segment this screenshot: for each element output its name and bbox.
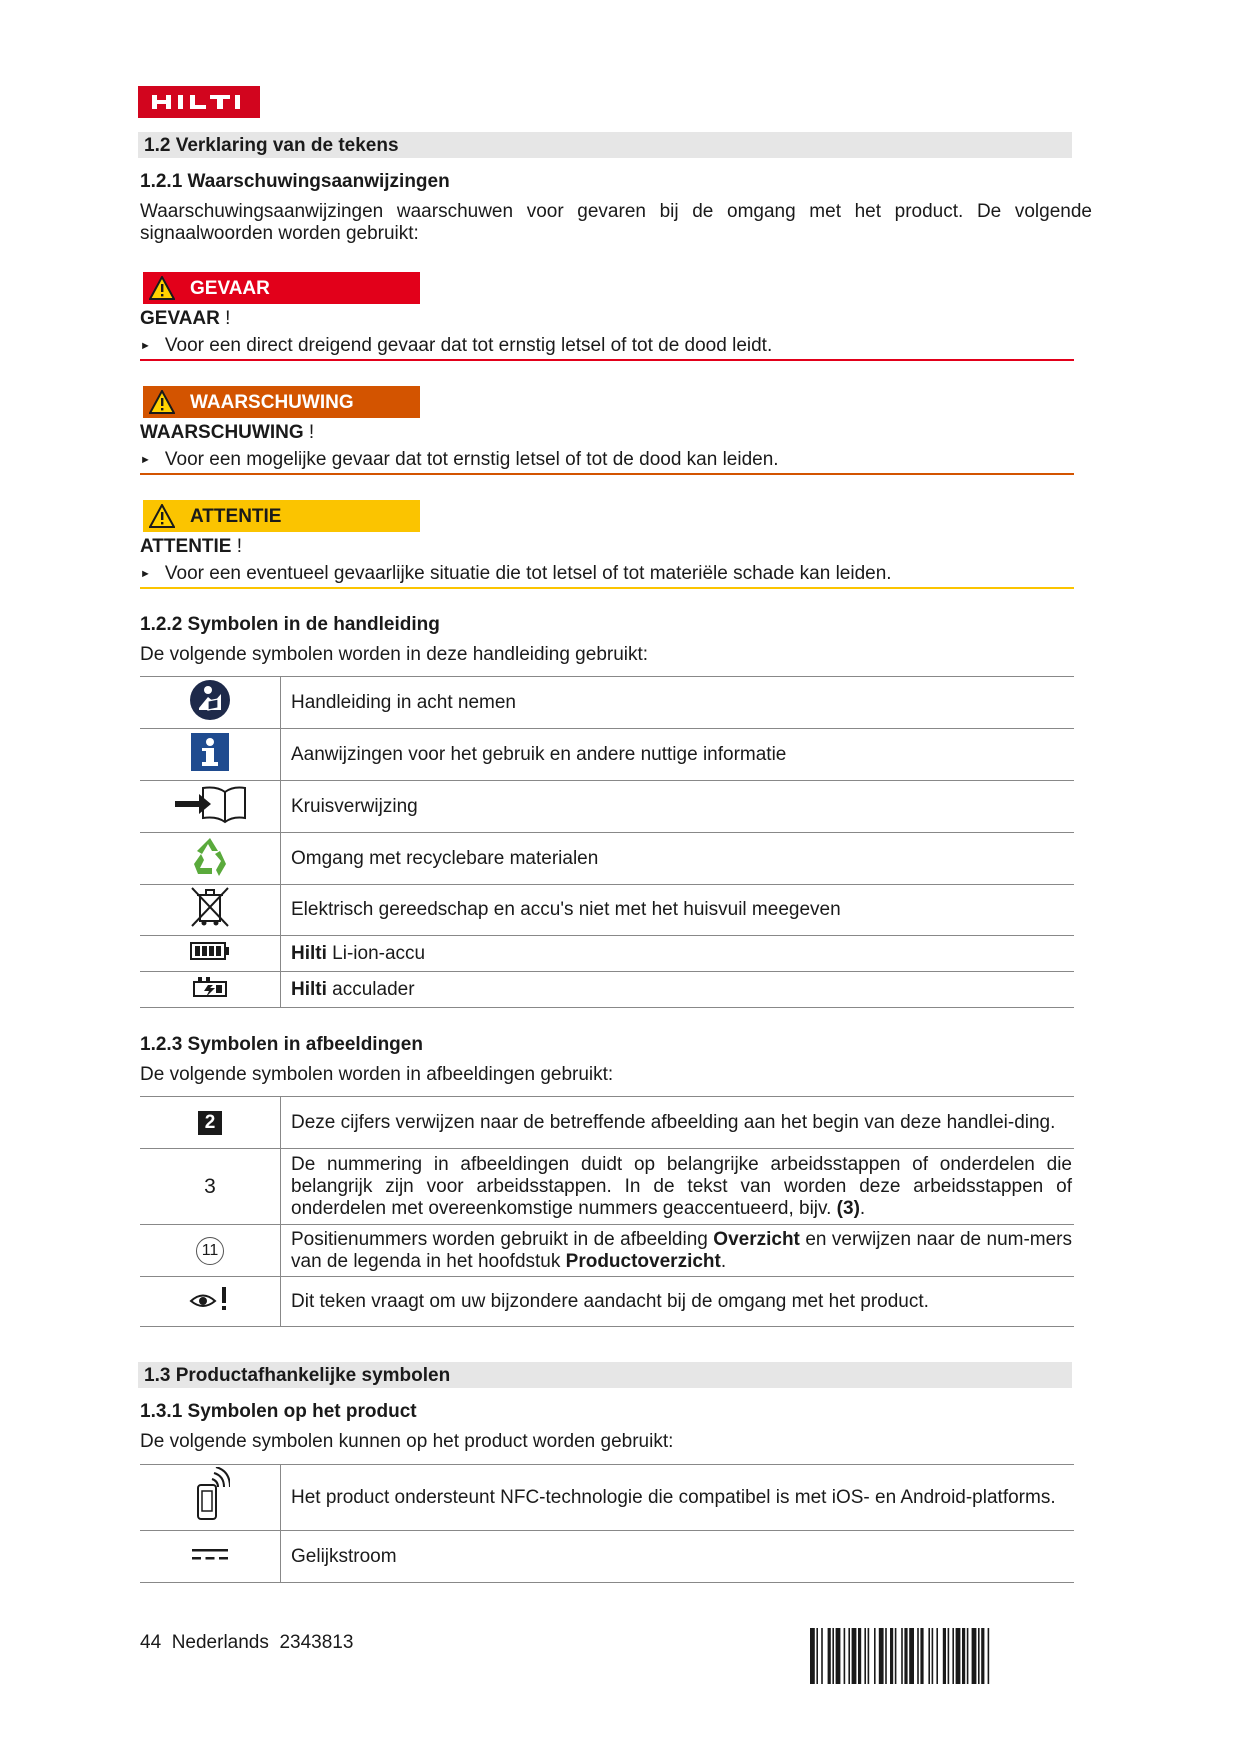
divider-warning [140,473,1074,475]
signal-word-caution: ATTENTIE ! [140,536,243,557]
subsection-title-1-3-1: 1.3.1 Symbolen op het product [140,1401,417,1422]
barcode-bar [864,1628,866,1684]
barcode-bar [962,1628,965,1684]
page-footer [140,1632,353,1654]
barcode-bar [904,1628,907,1684]
symbol-description: Positienummers worden gebruikt in de afbeelding Overzicht en verwijzen naar de num-mers van de legenda in het hoofdstuk Productoverzicht. [281,1225,1075,1277]
symbol-description: Deze cijfers verwijzen naar de betreffende afbeelding aan het begin van deze handlei-ding. [281,1097,1075,1149]
barcode-bar [844,1628,846,1684]
symbol-description: De nummering in afbeeldingen duidt op belangrijke arbeidsstappen of onderdelen die belangrijk zijn voor arbeidsstappen. In de tekst van worden deze arbeidsstappen of onderdelen met overeenkomstige nummers geaccentueerd, bijv. (3). [281,1149,1075,1225]
barcode-bar [917,1628,919,1684]
barcode-bar [909,1628,914,1684]
symbol-description: Dit teken vraagt om uw bijzondere aandacht bij de omgang met het product. [281,1277,1075,1327]
signal-word-warning: WAARSCHUWING ! [140,422,315,443]
table-row [140,936,1074,972]
table-row [140,1149,1074,1225]
barcode-bar [821,1628,823,1684]
section-heading-1-2: 1.2 Verklaring van de tekens [138,132,1072,158]
subsection-title-1-2-2: 1.2.2 Symbolen in de handleiding [140,614,440,635]
barcode-bar [936,1628,938,1684]
barcode-bar [852,1628,857,1684]
direct-current-icon [140,1531,281,1583]
symbol-description: Hilti acculader [281,972,1075,1008]
barcode-bar [832,1628,834,1684]
position-number-icon: 11 [140,1225,281,1277]
crossed-bin-icon [140,885,281,936]
read-manual-icon [140,677,281,729]
table-row [140,729,1074,781]
barcode-bar [858,1628,861,1684]
signal-description-danger: ► Voor een direct dreigend gevaar dat tot ernstig letsel of tot de dood leidt. [140,335,773,356]
symbol-description: Elektrisch gereedschap en accu's niet met het huisvuil meegeven [281,885,1075,936]
barcode-bar [836,1628,841,1684]
page-number: 44 [140,1632,162,1653]
divider-danger [140,359,1074,361]
product-symbols-intro: De volgende symbolen kunnen op het product worden gebruikt: [140,1431,674,1452]
barcode-bar [928,1628,930,1684]
symbol-description: Hilti Li-ion-accu [281,936,1075,972]
barcode-bar [981,1628,984,1684]
charger-icon [140,972,281,1008]
subsection-title-1-2-3: 1.2.3 Symbolen in afbeeldingen [140,1034,423,1055]
symbol-description: Aanwijzingen voor het gebruik en andere nuttige informatie [281,729,1075,781]
section-heading-1-3: 1.3 Productafhankelijke symbolen [138,1362,1072,1388]
barcode [810,1628,1072,1684]
step-number-icon: 3 [140,1149,281,1225]
attention-eye-icon [140,1277,281,1327]
barcode-bar [956,1628,961,1684]
barcode-bar [901,1628,903,1684]
product-symbols-table [140,1464,1074,1583]
barcode-bar [978,1628,980,1684]
battery-icon [140,936,281,972]
info-icon [140,729,281,781]
table-row [140,1465,1074,1531]
symbol-description: Handleiding in acht nemen [281,677,1075,729]
manual-symbols-table [140,676,1074,1008]
warnings-intro: Waarschuwingsaanwijzingen waarschuwen voor gevaren bij de omgang met het product. De volgende signaalwoorden worden gebruikt: [140,201,1092,244]
recycle-icon [140,833,281,885]
warning-triangle-icon [149,276,175,300]
table-row [140,781,1074,833]
divider-caution [140,587,1074,589]
symbol-description: Gelijkstroom [281,1531,1075,1583]
signal-box-warning: WAARSCHUWING [143,386,420,418]
barcode-bar [890,1628,893,1684]
barcode-bar [943,1628,946,1684]
signal-box-danger: GEVAAR [143,272,420,304]
barcode-bar [932,1628,934,1684]
signal-description-caution: ► Voor een eventueel gevaarlijke situatie die tot letsel of tot materiële schade kan leiden. [140,563,892,584]
signal-box-caution: ATTENTIE [143,500,420,532]
warning-triangle-icon [149,390,175,414]
barcode-bar [972,1628,977,1684]
barcode-bar [828,1628,831,1684]
table-row [140,1531,1074,1583]
table-row [140,885,1074,936]
barcode-bar [948,1628,950,1684]
barcode-bar [848,1628,850,1684]
figure-number-icon: 2 [140,1097,281,1149]
table-row [140,1097,1074,1149]
hilti-logo [138,86,260,118]
barcode-bar [920,1628,923,1684]
barcode-bar [810,1628,815,1684]
table-row [140,972,1074,1008]
footer-doc-number: 2343813 [279,1632,354,1653]
barcode-bar [967,1628,969,1684]
table-row [140,1277,1074,1327]
figure-symbols-intro: De volgende symbolen worden in afbeeldingen gebruikt: [140,1064,614,1085]
barcode-bar [868,1628,870,1684]
barcode-bar [816,1628,818,1684]
nfc-phone-icon [140,1465,281,1531]
table-row [140,833,1074,885]
symbol-description: Omgang met recyclebare materialen [281,833,1075,885]
barcode-bar [895,1628,897,1684]
figure-symbols-table [140,1096,1074,1327]
symbol-description: Kruisverwijzing [281,781,1075,833]
barcode-bar [988,1628,990,1684]
barcode-bar [885,1628,887,1684]
barcode-bar [952,1628,954,1684]
barcode-bar [879,1628,884,1684]
signal-word-danger: GEVAAR ! [140,308,231,329]
signal-description-warning: ► Voor een mogelijke gevaar dat tot ernstig letsel of tot de dood kan leiden. [140,449,779,470]
cross-reference-icon [140,781,281,833]
barcode-bar [874,1628,876,1684]
manual-symbols-intro: De volgende symbolen worden in deze handleiding gebruikt: [140,644,649,665]
footer-language: Nederlands [171,1632,269,1653]
subsection-title-1-2-1: 1.2.1 Waarschuwingsaanwijzingen [140,171,450,192]
symbol-description: Het product ondersteunt NFC-technologie die compatibel is met iOS- en Android-platforms. [281,1465,1075,1531]
table-row [140,677,1074,729]
table-row [140,1225,1074,1277]
warning-triangle-icon [149,504,175,528]
